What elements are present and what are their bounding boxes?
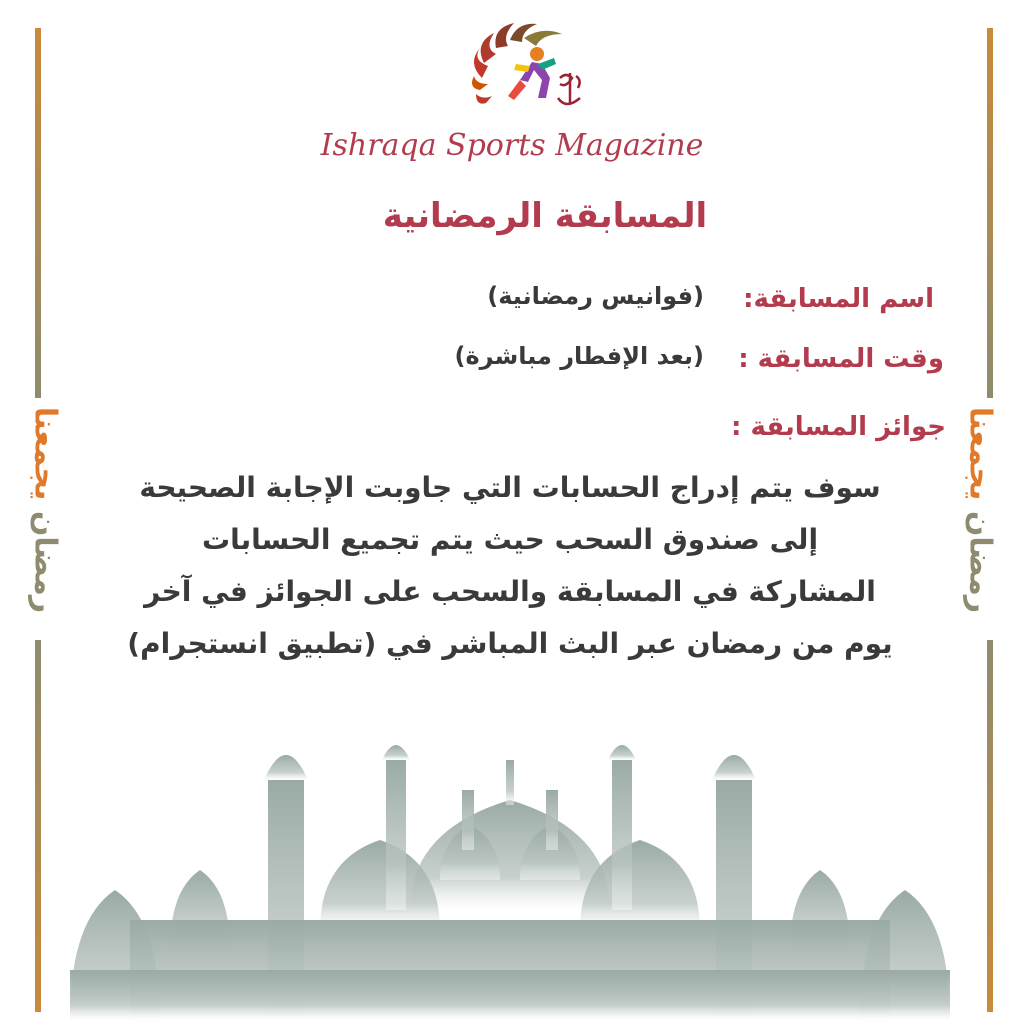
logo-runner xyxy=(508,47,556,100)
page-title: المسابقة الرمضانية xyxy=(382,196,708,236)
competition-prizes-label: جوائز المسابقة : xyxy=(731,412,946,442)
competition-name-label: اسم المسابقة: xyxy=(743,284,934,314)
left-side-banner xyxy=(0,406,90,614)
runner-logo-icon xyxy=(462,18,592,118)
description-line: يوم من رمضان عبر البث المباشر في (تطبيق انستجرام) xyxy=(127,627,893,660)
side-banner-word-1: رمضان xyxy=(962,510,998,614)
right-side-banner xyxy=(935,406,1024,614)
description-line: سوف يتم إدراج الحسابات التي جاوبت الإجابة الصحيحة xyxy=(139,471,881,504)
side-banner-word-1: رمضان xyxy=(27,510,63,614)
description-line: إلى صندوق السحب حيث يتم تجميع الحسابات xyxy=(201,523,819,556)
mosque-silhouette xyxy=(70,720,950,1020)
left-border-line-bottom xyxy=(35,640,41,1012)
description-paragraph xyxy=(100,462,920,670)
competition-time-label: وقت المسابقة : xyxy=(738,344,944,374)
magazine-name: Ishraqa Sports Magazine xyxy=(320,128,704,163)
logo-calligraphy xyxy=(558,73,580,104)
side-banner-word-2: يجمعنا xyxy=(962,406,998,501)
right-border-line-bottom xyxy=(987,640,993,1012)
competition-name-value: (فوانيس رمضانية) xyxy=(487,282,704,310)
description-line: المشاركة في المسابقة والسحب على الجوائز في آخر xyxy=(144,575,876,608)
side-banner-word-2: يجمعنا xyxy=(27,406,63,501)
competition-time-value: (بعد الإفطار مباشرة) xyxy=(454,342,704,370)
